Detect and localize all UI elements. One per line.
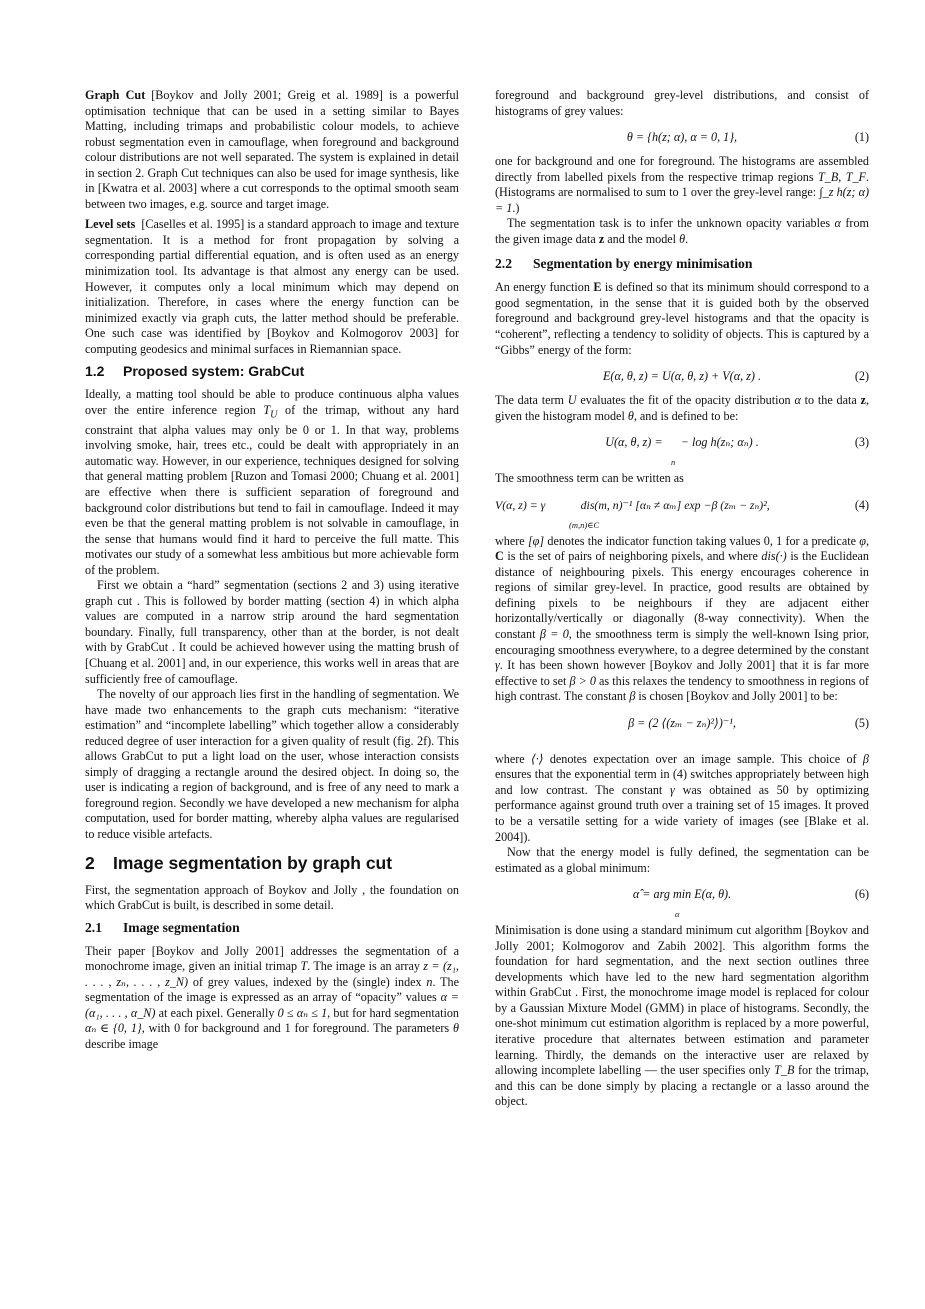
subsection-heading-2-2: 2.2 Segmentation by energy minimisation (495, 256, 753, 272)
right-column (495, 88, 869, 1110)
paragraph-one-for-background: one for background and one for foreground. The histograms are assembled directly from labelled pixels from the respective trimap regions T_B, T_F. (Histograms are normalised to sum to 1 over the grey-level range: ∫_z h(z; α) = 1.) (495, 154, 869, 215)
runin-heading: Graph Cut (85, 88, 146, 102)
section-heading-2: 2 Image segmentation by graph cut (85, 852, 393, 873)
equation-5: β = (2 ⟨(zₘ − zₙ)²⟩)⁻¹, (5) (628, 715, 869, 730)
paragraph-global-minimum: Now that the energy model is fully defined, the segmentation can be estimated as a global minimum: (495, 845, 869, 875)
paragraph-minimisation: Minimisation is done using a standard minimum cut algorithm [Boykov and Jolly 2001; Kolmogorov and Zabih 2002]. This algorithm forms the foundation for hard segmentation, and the next section outlines three developments which have led to the new hard segmentation algorithm within GrabCut . First, the monochrome image model is replaced for colour by a Gaussian Mixture Model (GMM) in place of histograms. Secondly, the one-shot minimum cut estimation algorithm is replaced by a more powerful, iterative procedure that alternates between estimation and parameter learning. Thirdly, the demands on the interactive user are relaxed by allowing incomplete labelling — the user specifies only T_B for the trimap, and this can be done simply by placing a rectangle or a lasso around the object. (495, 923, 869, 1109)
equation-1: θ = {h(z; α), α = 0, 1}, (1) (626, 130, 869, 145)
equation-4: V(α, z) = γ dis(m, n)⁻¹ [αₙ ≠ αₘ] exp −β (zₘ − zₙ)², (m,n)∈C (4) (495, 497, 869, 530)
left-column (85, 88, 459, 1053)
paragraph-ideally: Ideally, a matting tool should be able to produce continuous alpha values over the entire inference region $T_U$ of the trimap, without any hard constraint that alpha values may only be 0 or 1. In that way, problems involving smoke, hair, trees etc., could be dealt with appropriately in an automatic way. However, in our experience, techniques designed for solving that general matting problem [Ruzon and Tomasi 2000; Chuang et al. 2001] are effective when there is sufficient separation of foreground and background color distributions but tend to fail in camouflage. Indeed it may even be that the general matting problem is not solvable in camouflage, in the sense that humans would find it hard to perceive the full matte. This motivates our study of a somewhat less ambitious but more achievable form of the problem. (85, 387, 459, 577)
paragraph-energy-function: An energy function E is defined so that its minimum should correspond to a good segmentation, in the sense that it is guided both by the observed foreground and background grey-level histograms and that the opacity is “coherent”, reflecting a tendency to solidity of objects. This is captured by a “Gibbs” energy of the form: (495, 280, 869, 357)
runin-heading: Level sets (85, 217, 136, 232)
equation-6: α̂ = arg min E(α, θ). α (6) (632, 887, 869, 920)
subsection-heading-1-2: 1.2 Proposed system: GrabCut (85, 363, 305, 380)
paragraph-graph-cut: Graph Cut [Boykov and Jolly 2001; Greig et al. 1989] is a powerful optimisation technique that can be used in a setting similar to Bayes Matting, including trimaps and probabilistic colour models, to achieve robust segmentation even in camouflage, when foreground and background colour distributions are not well separated. The system is explained in detail in section 2. Graph Cut techniques can also be used for image synthesis, like in [Kwatra et al. 2003] where a cut corresponds to the optimal smooth seam between two images, e.g. source and target image. (85, 88, 459, 211)
paragraph-segmentation-task: The segmentation task is to infer the unknown opacity variables α from the given image data z and the model θ. (495, 216, 869, 246)
paragraph-smoothness-term: The smoothness term can be written as (495, 471, 684, 486)
paragraph-data-term: The data term U evaluates the fit of the opacity distribution α to the data z, given the histogram model θ, and is defined to be: (495, 393, 869, 423)
paragraph-section2-intro: First, the segmentation approach of Boykov and Jolly , the foundation on which GrabCut is built, is described in some detail. (85, 882, 459, 913)
subsection-heading-2-1: 2.1 Image segmentation (85, 919, 240, 935)
equation-3: U(α, θ, z) = − log h(zₙ; αₙ) . n (3) (605, 435, 869, 468)
paragraph-first-we-obtain: First we obtain a “hard” segmentation (sections 2 and 3) using iterative graph cut . This is followed by border matting (section 4) in which alpha values are computed in a narrow strip around the hard segmentation boundary. Finally, full transparency, other than at the border, is not dealt with by GrabCut . It could be achieved however using the matting brush of [Chuang et al. 2001] and, in our experience, this works well in areas that are sufficiently free of camouflage. (85, 578, 459, 686)
equation-2: E(α, θ, z) = U(α, θ, z) + V(α, z) . (2) (602, 369, 869, 384)
paragraph-expectation: where ⟨·⟩ denotes expectation over an image sample. This choice of β ensures that the exponential term in (4) switches appropriately between high and low contrast. The constant γ was obtained as 50 by optimizing performance against ground truth over a training set of 15 images. It proved to be a versatile setting for a wide variety of images (see [Blake et al. 2004]). (495, 751, 869, 844)
paragraph-indicator: where [φ] denotes the indicator function taking values 0, 1 for a predicate φ, C is the set of pairs of neighboring pixels, and where dis(·) is the Euclidean distance of neighbouring pixels. This energy encourages coherence in regions of similar grey-level. In practice, good results are obtained by defining pixels to be neighbours if they are adjacent either horizontally/vertically or diagonally (8-way connectivity). When the constant β = 0, the smoothness term is simply the well-known Ising prior, encouraging smoothness everywhere, to a degree determined by the constant γ. It has been shown however [Boykov and Jolly 2001] that it is far more effective to set β > 0 as this relaxes the tendency to smoothness in regions of high contrast. The constant β is chosen [Boykov and Jolly 2001] to be: (495, 533, 870, 704)
paragraph-histograms: foreground and background grey-level distributions, and consist of histograms of grey values: (495, 88, 869, 118)
paragraph-novelty: The novelty of our approach lies first in the handling of segmentation. We have made two enhancements to the graph cuts mechanism: “iterative estimation” and “incomplete labelling” which together allow a considerably reduced degree of user interaction for a given quality of result (fig. 2f). This allows GrabCut to put a light load on the user, whose interaction consists simply of dragging a rectangle around the desired object. In doing so, the user is indicating a region of background, and is free of any need to mark a foreground region. Secondly we have developed a new mechanism for alpha computation, used for border matting, whereby alpha values are regularised to reduce visible artefacts. (85, 687, 459, 842)
paragraph-level-sets: Level sets [Caselles et al. 1995] is a standard approach to image and texture segmentation. It is a method for front propagation by solving a corresponding partial differential equation, and is often used as an energy minimization tool. Its advantage is that almost any energy can be used. However, it computes only a local minimum which may depend on initialization. Therefore, in cases where the energy function can be minimized exactly via graph cuts, the latter method should be preferable. One such case was identified by [Boykov and Kolmogorov 2003] for computing geodesics and minimal surfaces in Riemannian space. (85, 217, 459, 356)
paragraph-their-paper: Their paper [Boykov and Jolly 2001] addresses the segmentation of a monochrome image, given an initial trimap T. The image is an array z = (z₁, . . . , zₙ, . . . , z_N) of grey values, indexed by the (single) index n. The segmentation of the image is expressed as an array of “opacity” values α = (α₁, . . . , α_N) at each pixel. Generally 0 ≤ αₙ ≤ 1, but for hard segmentation αₙ ∈ {0, 1}, with 0 for background and 1 for foreground. The parameters θ describe image (85, 943, 459, 1051)
